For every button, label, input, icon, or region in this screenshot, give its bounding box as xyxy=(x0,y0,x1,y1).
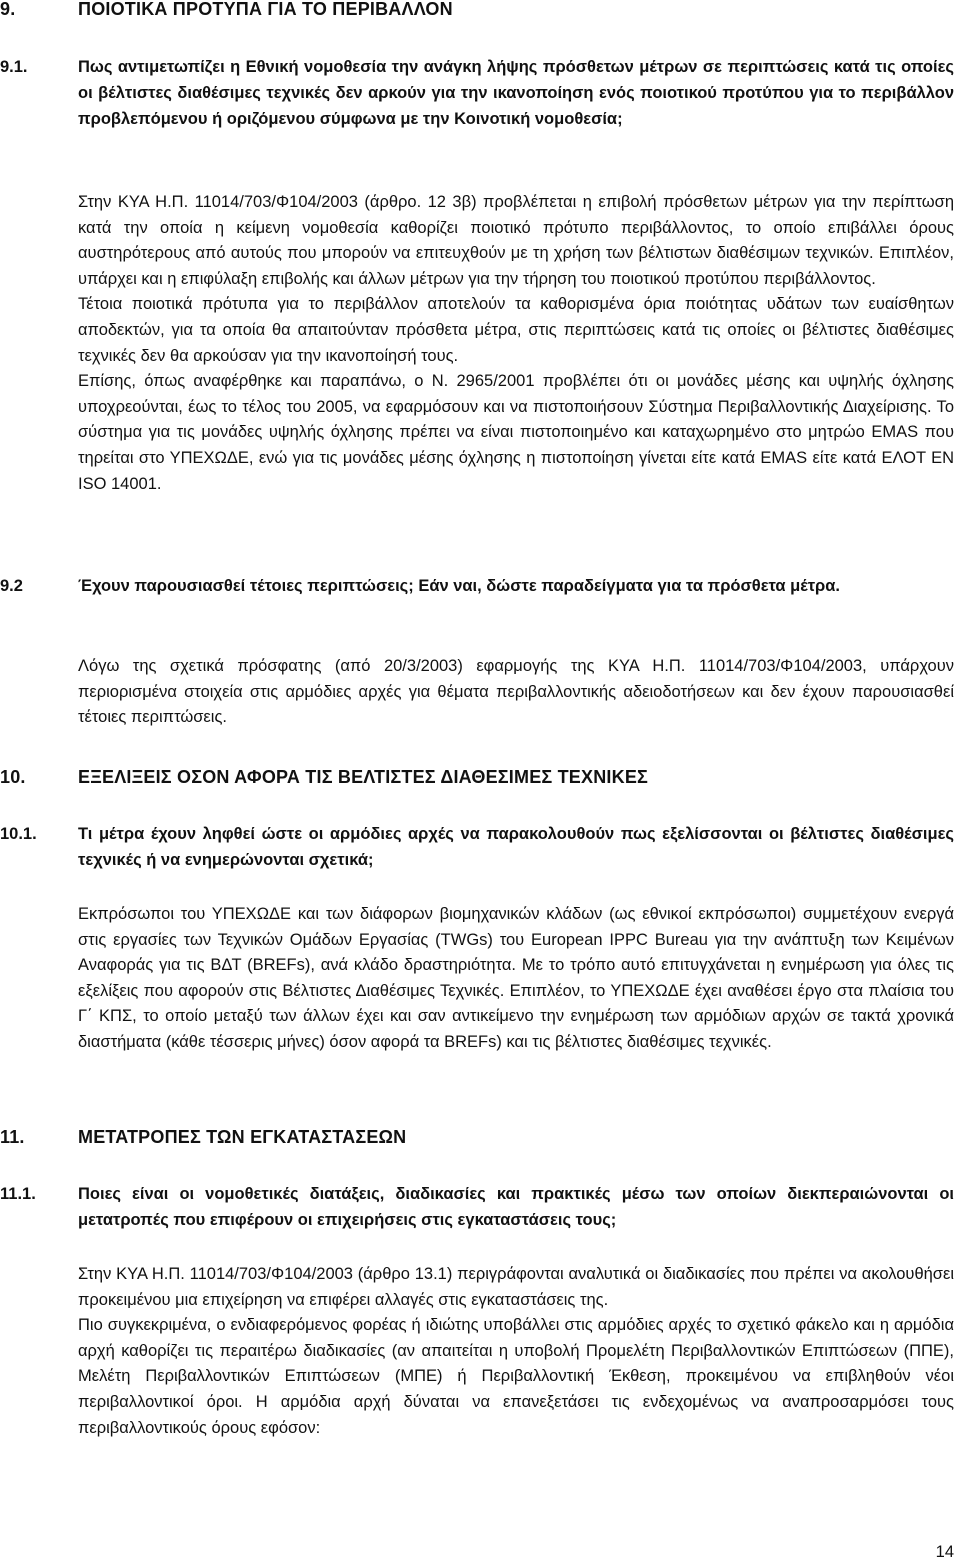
section-10-1-answer xyxy=(78,902,954,1056)
section-question: Τι μέτρα έχουν ληφθεί ώστε οι αρμόδιες αρχές να παρακολουθούν πως εξελίσσονται οι βέλτιστες διαθέσιμες τεχνικές ή να ενημερώνονται σχετικά; xyxy=(78,825,954,869)
section-number: 9.2 xyxy=(0,577,23,595)
section-number: 10.1. xyxy=(0,825,37,843)
page-number: 14 xyxy=(935,1543,954,1561)
paragraph: Εκπρόσωποι του ΥΠΕΧΩΔΕ και των διάφορων βιομηχανικών κλάδων (ως εθνικοί εκπρόσωποι) συμμετέχουν ενεργά στις εργασίες των Τεχνικών Ομάδων Εργασίας (TWGs) του European IPPC Bureau για την ανάπτυξη των Κειμένων Αναφοράς για τις ΒΔΤ (BREFs), ανά κλάδο δραστηριότητα. Με το τρόπο αυτό επιτυγχάνεται η ενημέρωση για όλες τις εξελίξεις που αφορούν στις Βέλτιστες Διαθέσιμες Τεχνικές. Επιπλέον, το ΥΠΕΧΩΔΕ έχει αναθέσει έργο στα πλαίσια του Γ΄ ΚΠΣ, το οποίο μεταξύ των άλλων έχει και σαν αντικείμενο την ενημέρωση των αρμόδιων αρχών σε τακτά χρονικά διαστήματα (κάθε τέσσερις μήνες) όσον αφορά τα BREFs) και τις βέλτιστες διαθέσιμες τεχνικές. xyxy=(78,905,954,1051)
section-10-heading xyxy=(0,764,954,790)
section-number: 11.1. xyxy=(0,1185,36,1203)
section-9-heading xyxy=(0,0,954,22)
section-9-2-heading xyxy=(0,573,954,599)
section-title: ΜΕΤΑΤΡΟΠΕΣ ΤΩΝ ΕΓΚΑΤΑΣΤΑΣΕΩΝ xyxy=(78,1127,407,1147)
section-title: ΕΞΕΛΙΞΕΙΣ ΟΣΟΝ ΑΦΟΡΑ ΤΙΣ ΒΕΛΤΙΣΤΕΣ ΔΙΑΘΕΣΙΜΕΣ ΤΕΧΝΙΚΕΣ xyxy=(78,767,649,787)
section-question: Έχουν παρουσιασθεί τέτοιες περιπτώσεις; Εάν ναι, δώστε παραδείγματα για τα πρόσθετα μέτρα. xyxy=(78,577,840,595)
section-10-1-heading xyxy=(0,821,954,873)
paragraph: Τέτοια ποιοτικά πρότυπα για το περιβάλλον αποτελούν τα καθορισμένα όρια ποιότητας υδάτων των ευαίσθητων αποδεκτών, για τα οποία θα απαιτούνταν πρόσθετα μέτρα, στις περιπτώσεις κατά τις οποίες οι βέλτιστες διαθέσιμες τεχνικές δεν θα αρκούσαν για την ικανοποίησή τους. xyxy=(78,295,954,365)
section-question: Πως αντιμετωπίζει η Εθνική νομοθεσία την ανάγκη λήψης πρόσθετων μέτρων σε περιπτώσεις κατά τις οποίες οι βέλτιστες διαθέσιμες τεχνικές δεν αρκούν για την ικανοποίηση ενός ποιοτικού προτύπου για το περιβάλλον προβλεπόμενου ή οριζόμενου σύμφωνα με την Κοινοτική νομοθεσία; xyxy=(78,58,954,128)
section-question: Ποιες είναι οι νομοθετικές διατάξεις, διαδικασίες και πρακτικές μέσω των οποίων διεκπεραιώνονται οι μετατροπές που επιφέρουν οι επιχειρήσεις στις εγκαταστάσεις τους; xyxy=(78,1185,954,1229)
paragraph: Πιο συγκεκριμένα, ο ενδιαφερόμενος φορέας ή ιδιώτης υποβάλλει στις αρμόδιες αρχές το σχετικό φάκελο και η αρμόδια αρχή καθορίζει τις περαιτέρω διαδικασίες (αν απαιτείται η υποβολή Προμελέτη Περιβαλλοντικών Επιπτώσεων (ΠΠΕ), Μελέτη Περιβαλλοντικών Επιπτώσεων (ΜΠΕ) ή Περιβαλλοντική Έκθεση, προκειμένου να επιβληθούν νέοι περιβαλλοντικοί όροι. Η αρμόδια αρχή δύναται να επανεξετάσει τις ενδεχομένως να αναπροσαρμόσει τους περιβαλλοντικούς όρους εφόσον: xyxy=(78,1316,954,1437)
section-9-2-answer xyxy=(78,654,954,731)
paragraph: Λόγω της σχετικά πρόσφατης (από 20/3/2003) εφαρμογής της ΚΥΑ Η.Π. 11014/703/Φ104/2003, υπάρχουν περιορισμένα στοιχεία στις αρμόδιες αρχές για θέματα περιβαλλοντικής αδειοδοτήσεων και δεν έχουν παρουσιασθεί τέτοιες περιπτώσεις. xyxy=(78,657,954,727)
section-11-heading xyxy=(0,1124,954,1150)
paragraph: Στην ΚΥΑ Η.Π. 11014/703/Φ104/2003 (άρθρο. 12 3β) προβλέπεται η επιβολή πρόσθετων μέτρων για την περίπτωση κατά την οποία η κείμενη νομοθεσία καθορίζει ποιοτικό πρότυπο περιβάλλοντος, το οποίο επιβάλλει όρους αυστηρότερους από αυτούς που μπορούν να επιτευχθούν με τη χρήση των βέλτιστων διαθέσιμων τεχνικών. Επιπλέον, υπάρχει και η επιφύλαξη επιβολής και άλλων μέτρων για την τήρηση του ποιοτικού προτύπου περιβάλλοντος. xyxy=(78,193,954,288)
section-number: 10. xyxy=(0,767,26,787)
section-number: 9.1. xyxy=(0,58,28,76)
section-11-1-answer xyxy=(78,1262,954,1441)
paragraph: Επίσης, όπως αναφέρθηκε και παραπάνω, ο Ν. 2965/2001 προβλέπει ότι οι μονάδες μέσης και υψηλής όχλησης υποχρεούνται, έως το τέλος του 2005, να εφαρμόσουν και να πιστοποιήσουν Σύστημα Περιβαλλοντικής Διαχείρισης. Το σύστημα για τις μονάδες υψηλής όχλησης πρέπει να είναι πιστοποιημένο και καταχωρημένο στο μητρώο EMAS που τηρείται στο ΥΠΕΧΩΔΕ, ενώ για τις μονάδες μέσης όχλησης η πιστοποίηση γίνεται είτε κατά EMAS είτε κατά ΕΛΟΤ ΕΝ ISO 14001. xyxy=(78,372,954,493)
section-number: 9. xyxy=(0,0,16,19)
paragraph: Στην ΚΥΑ Η.Π. 11014/703/Φ104/2003 (άρθρο 13.1) περιγράφονται αναλυτικά οι διαδικασίες που πρέπει να ακολουθήσει προκειμένου μια επιχείρηση να επιφέρει αλλαγές στις εγκαταστάσεις της. xyxy=(78,1265,954,1309)
section-title: ΠΟΙΟΤΙΚΑ ΠΡΟΤΥΠΑ ΓΙΑ ΤΟ ΠΕΡΙΒΑΛΛΟΝ xyxy=(78,0,453,19)
section-9-1-answer xyxy=(78,190,954,497)
section-11-1-heading xyxy=(0,1181,954,1233)
section-9-1-heading xyxy=(0,54,954,132)
section-number: 11. xyxy=(0,1127,25,1147)
